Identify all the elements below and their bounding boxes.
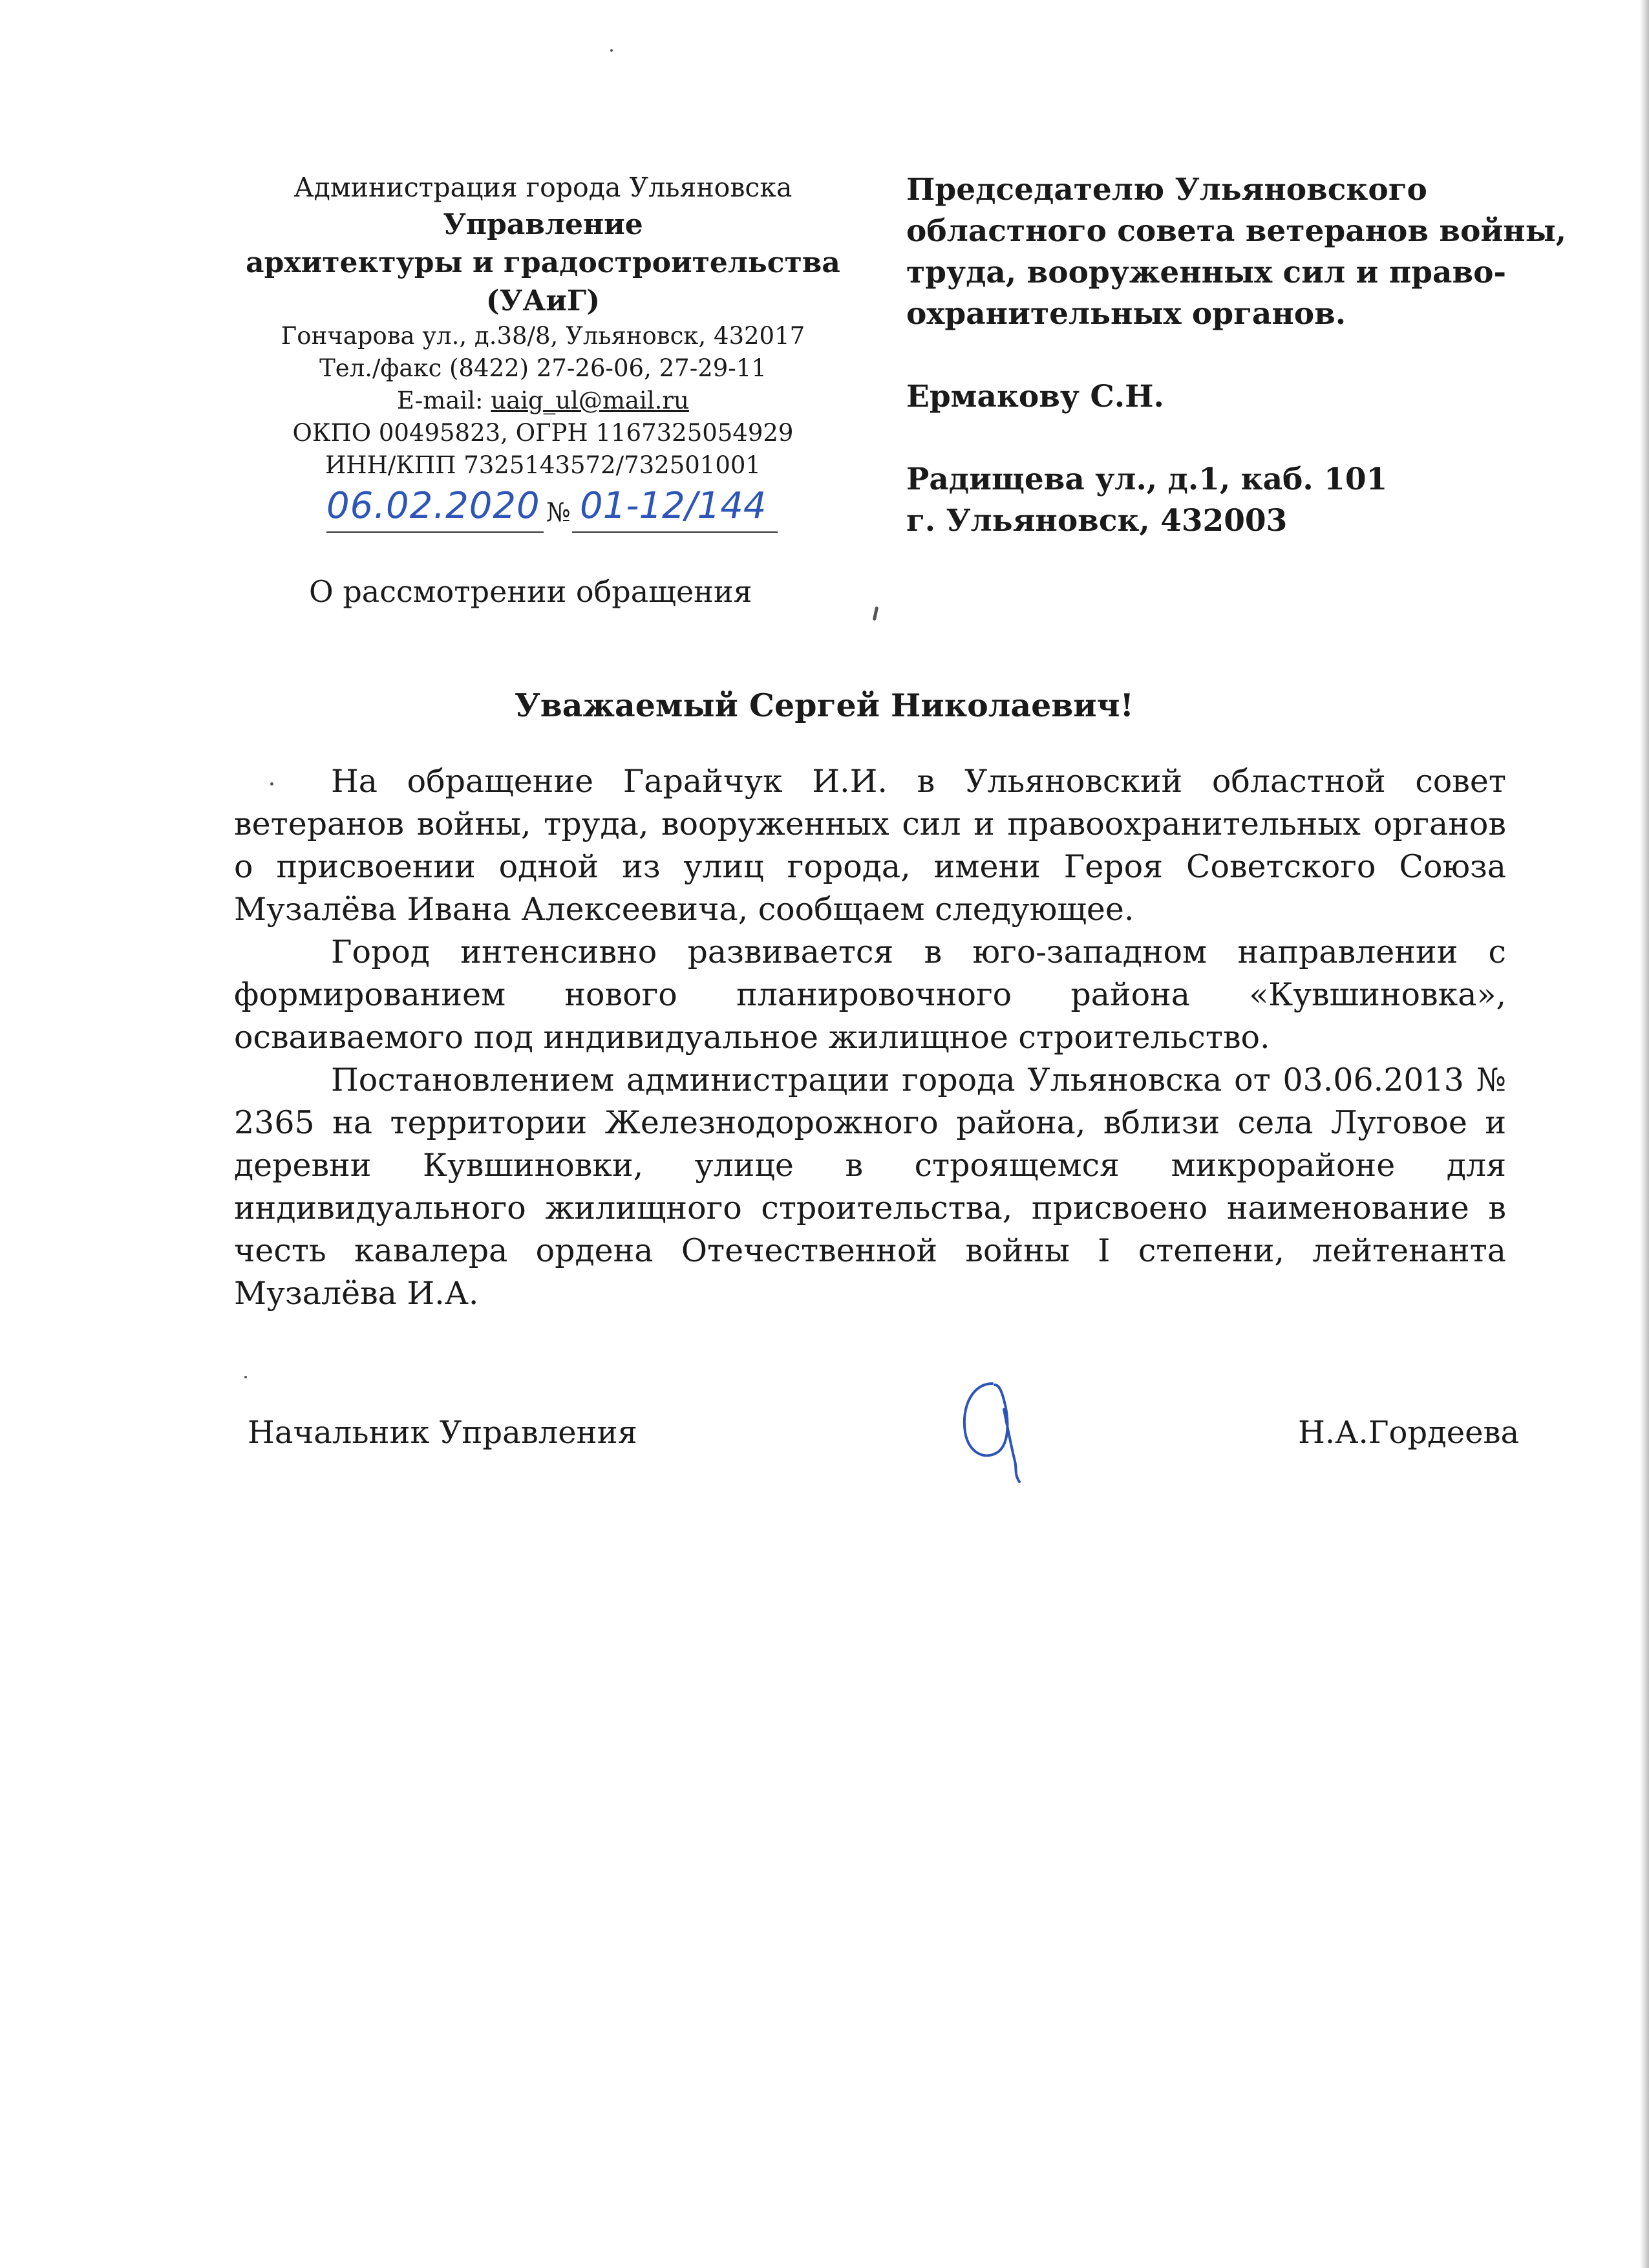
date-underline <box>326 531 544 533</box>
salutation: Уважаемый Сергей Николаевич! <box>514 687 1134 724</box>
sender-dept-line1: Управление <box>443 208 643 241</box>
recipient-line1: Председателю Ульяновского <box>906 172 1427 208</box>
handwritten-signature <box>947 1371 1050 1487</box>
scan-speck-3 <box>244 1376 247 1378</box>
sender-okpo: ОКПО 00495823, ОГРН 1167325054929 <box>292 419 794 447</box>
sender-address: Гончарова ул., д.38/8, Ульяновск, 432017 <box>281 322 805 350</box>
recipient-block <box>906 169 1572 542</box>
subject-line: О рассмотрении обращения <box>309 574 752 609</box>
registration-line <box>326 480 779 538</box>
registration-date: 06.02.2020 <box>326 485 540 527</box>
recipient-line3: труда, вооруженных сил и право- <box>906 255 1506 290</box>
sender-dept-abbr: (УАиГ) <box>485 284 601 317</box>
signatory-name: Н.А.Гордеева <box>1298 1415 1520 1451</box>
letter-body <box>234 760 1506 1315</box>
body-paragraph-3: Постановлением администрации города Ульяновска от 03.06.2013 № 2365 на территории Железнодорожного района, вблизи села Луговое и деревни Кувшиновки, улице в строящемся микрорайоне для индивидуального жилищного строительства, присвоено наименование в честь кавалера ордена Отечественной войны I степени, лейтенанта Музалёва И.А. <box>234 1062 1506 1312</box>
recipient-address1: Радищева ул., д.1, каб. 101 <box>906 462 1388 497</box>
sender-phone: Тел./факс (8422) 27-26-06, 27-29-11 <box>319 354 767 382</box>
scan-speck-2 <box>270 782 273 786</box>
registration-number: 01-12/144 <box>580 485 767 527</box>
body-paragraph-2: Город интенсивно развивается в юго-западном направлении с формированием нового планировочного района «Кувшиновка», осваиваемого под индивидуальное жилищное строительство. <box>234 934 1506 1056</box>
recipient-line2: областного совета ветеранов войны, <box>906 213 1567 249</box>
recipient-address2: г. Ульяновск, 432003 <box>906 503 1288 539</box>
scan-edge <box>1640 0 1649 2268</box>
number-underline <box>572 531 778 533</box>
sender-inn: ИНН/КПП 7325143572/732501001 <box>325 451 761 479</box>
scan-mark <box>873 606 878 621</box>
sender-block <box>220 169 866 482</box>
recipient-line4: охранительных органов. <box>906 296 1346 332</box>
sender-org: Администрация города Ульяновска <box>293 172 793 203</box>
number-sign: № <box>546 498 571 528</box>
sender-email-line <box>220 385 866 417</box>
body-paragraph-1: На обращение Гарайчук И.И. в Ульяновский областной совет ветеранов войны, труда, вооруженных сил и правоохранительных органов о присвоении одной из улиц города, имени Героя Советского Союза Музалёва Ивана Алексеевича, сообщаем следующее. <box>234 763 1506 928</box>
sender-dept-line2: архитектуры и градостроительства <box>246 246 840 279</box>
recipient-gap-2 <box>906 418 1572 459</box>
recipient-gap <box>906 335 1572 376</box>
signatory-title: Начальник Управления <box>248 1415 637 1451</box>
scan-speck <box>610 49 613 52</box>
recipient-name: Ермакову С.Н. <box>906 379 1164 414</box>
sender-email-label: E-mail: <box>397 387 491 414</box>
sender-email-link[interactable]: uaig_ul@mail.ru <box>491 387 689 414</box>
